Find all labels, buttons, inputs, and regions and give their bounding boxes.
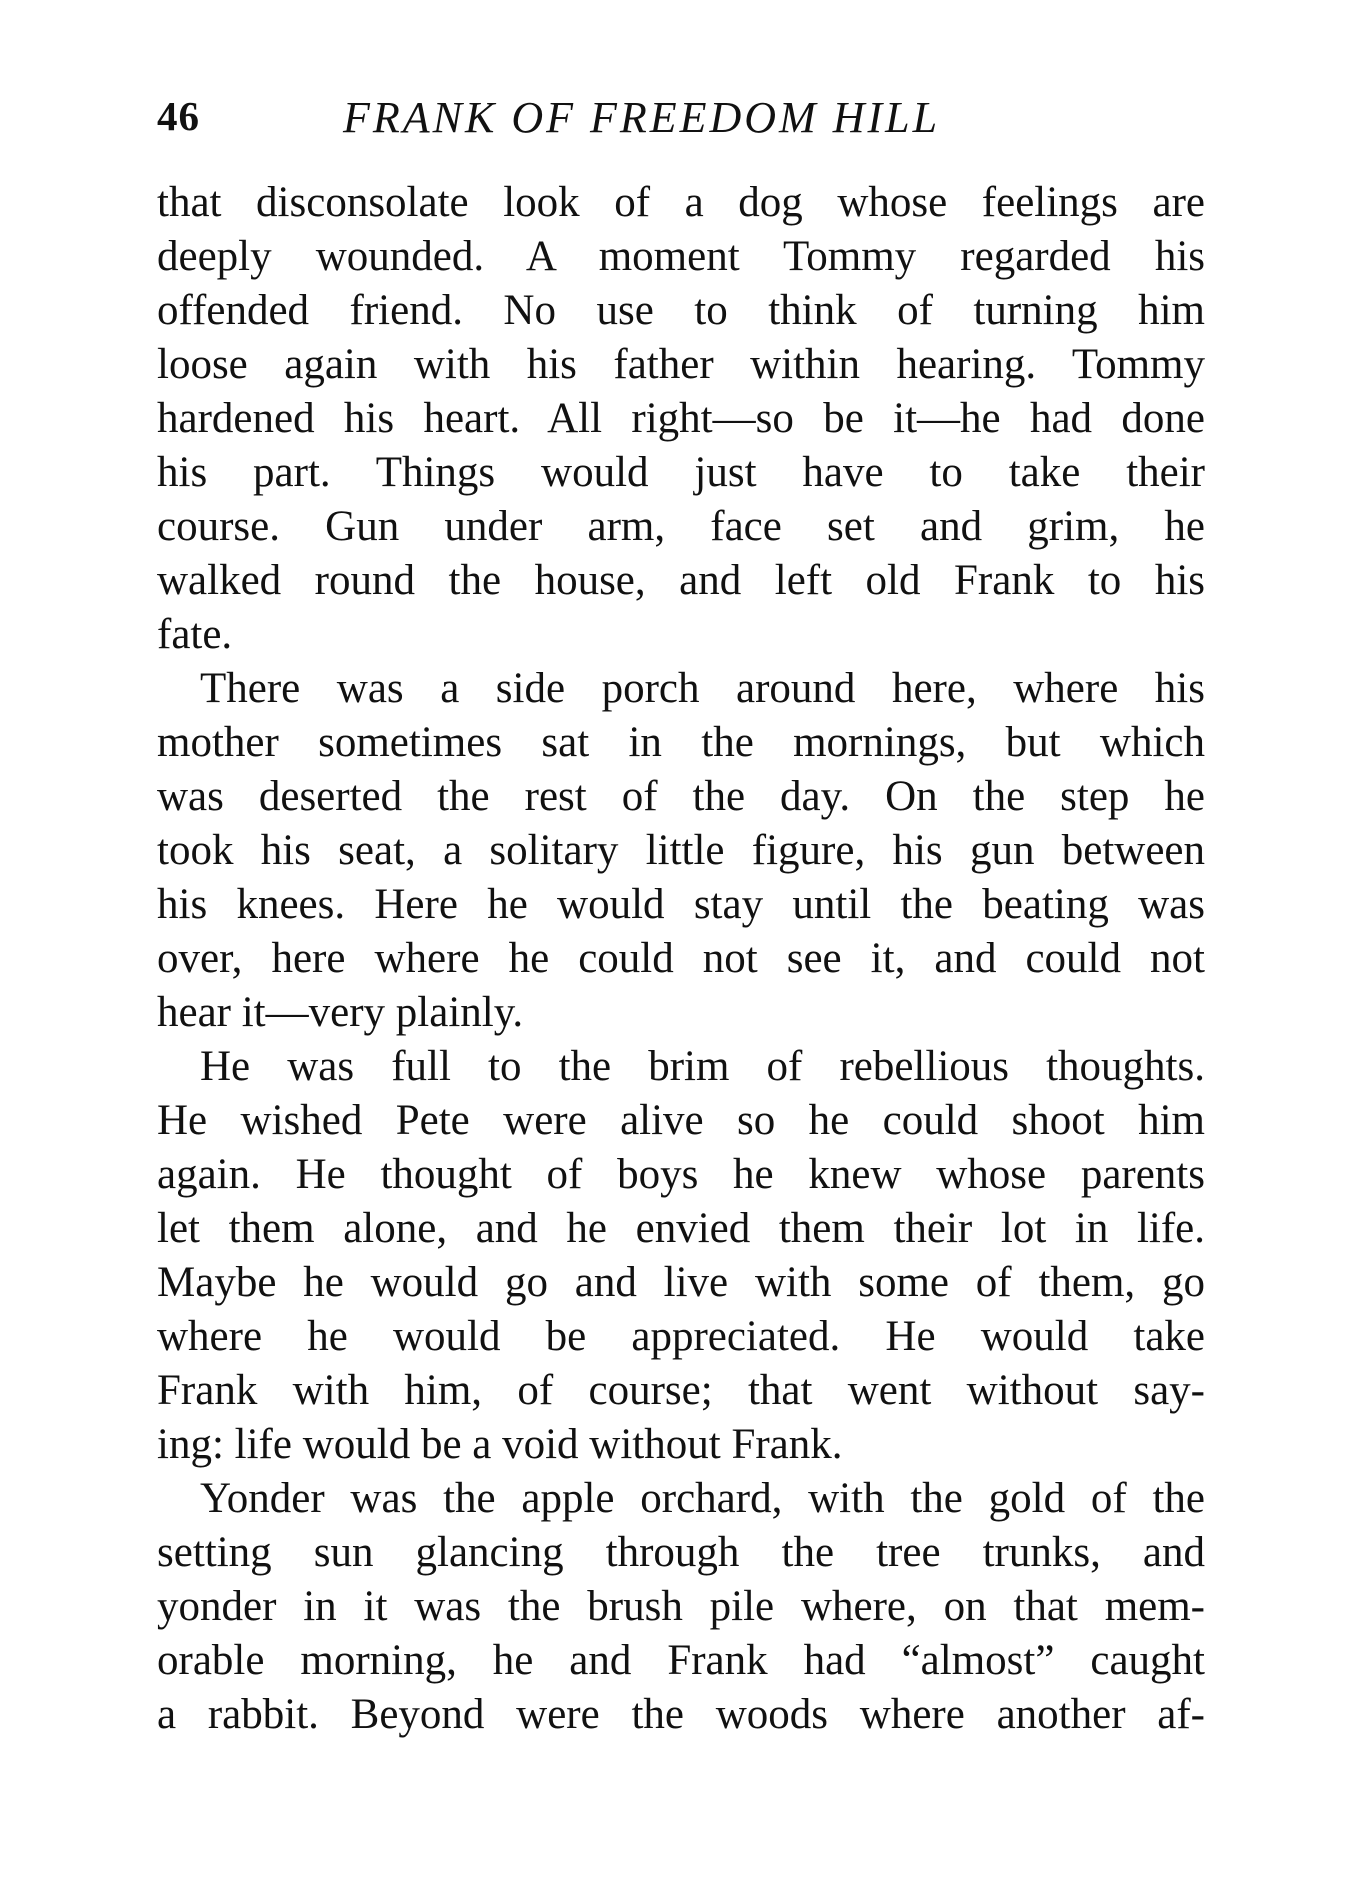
text-line: let them alone, and he envied them their lot in life. (157, 1205, 1205, 1252)
running-title: FRANK OF FREEDOM HILL (343, 93, 941, 142)
text-line: Maybe he would go and live with some of them, go (157, 1259, 1205, 1306)
text-line: He wished Pete were alive so he could shoot him (157, 1097, 1205, 1144)
text-line: over, here where he could not see it, and could not (157, 935, 1205, 982)
text-line: course. Gun under arm, face set and grim, he (157, 503, 1205, 550)
text-line: his knees. Here he would stay until the beating was (157, 881, 1205, 928)
text-line: orable morning, he and Frank had “almost” caught (157, 1637, 1205, 1684)
text-line: took his seat, a solitary little figure, his gun between (157, 827, 1205, 874)
text-line: walked round the house, and left old Frank to his (157, 557, 1205, 604)
text-line: again. He thought of boys he knew whose parents (157, 1151, 1205, 1198)
text-line: hardened his heart. All right—so be it—he had done (157, 395, 1205, 442)
text-line: where he would be appreciated. He would take (157, 1313, 1205, 1360)
text-line: that disconsolate look of a dog whose feelings are (157, 179, 1205, 226)
paragraph-4 (157, 1472, 1205, 1742)
text-line: yonder in it was the brush pile where, on that mem- (157, 1583, 1205, 1630)
page-header (157, 92, 1207, 152)
text-line: his part. Things would just have to take their (157, 449, 1205, 496)
text-line: There was a side porch around here, where his (200, 665, 1205, 712)
text-line: Yonder was the apple orchard, with the gold of the (200, 1475, 1205, 1522)
text-line: He was full to the brim of rebellious thoughts. (200, 1043, 1205, 1090)
paragraph-2 (157, 662, 1205, 1040)
text-line: mother sometimes sat in the mornings, but which (157, 719, 1205, 766)
text-line: a rabbit. Beyond were the woods where another af- (157, 1691, 1205, 1738)
text-line: hear it—very plainly. (157, 989, 524, 1036)
text-line: offended friend. No use to think of turning him (157, 287, 1205, 334)
text-line: Frank with him, of course; that went without say- (157, 1367, 1205, 1414)
text-line: was deserted the rest of the day. On the step he (157, 773, 1205, 820)
text-line: loose again with his father within hearing. Tommy (157, 341, 1205, 388)
body-text (157, 176, 1205, 1742)
text-line: fate. (157, 611, 233, 658)
paragraph-3 (157, 1040, 1205, 1472)
page-number: 46 (157, 93, 200, 139)
text-line: ing: life would be a void without Frank. (157, 1421, 843, 1468)
paragraph-1 (157, 176, 1205, 662)
text-line: deeply wounded. A moment Tommy regarded his (157, 233, 1205, 280)
text-line: setting sun glancing through the tree trunks, and (157, 1529, 1205, 1576)
